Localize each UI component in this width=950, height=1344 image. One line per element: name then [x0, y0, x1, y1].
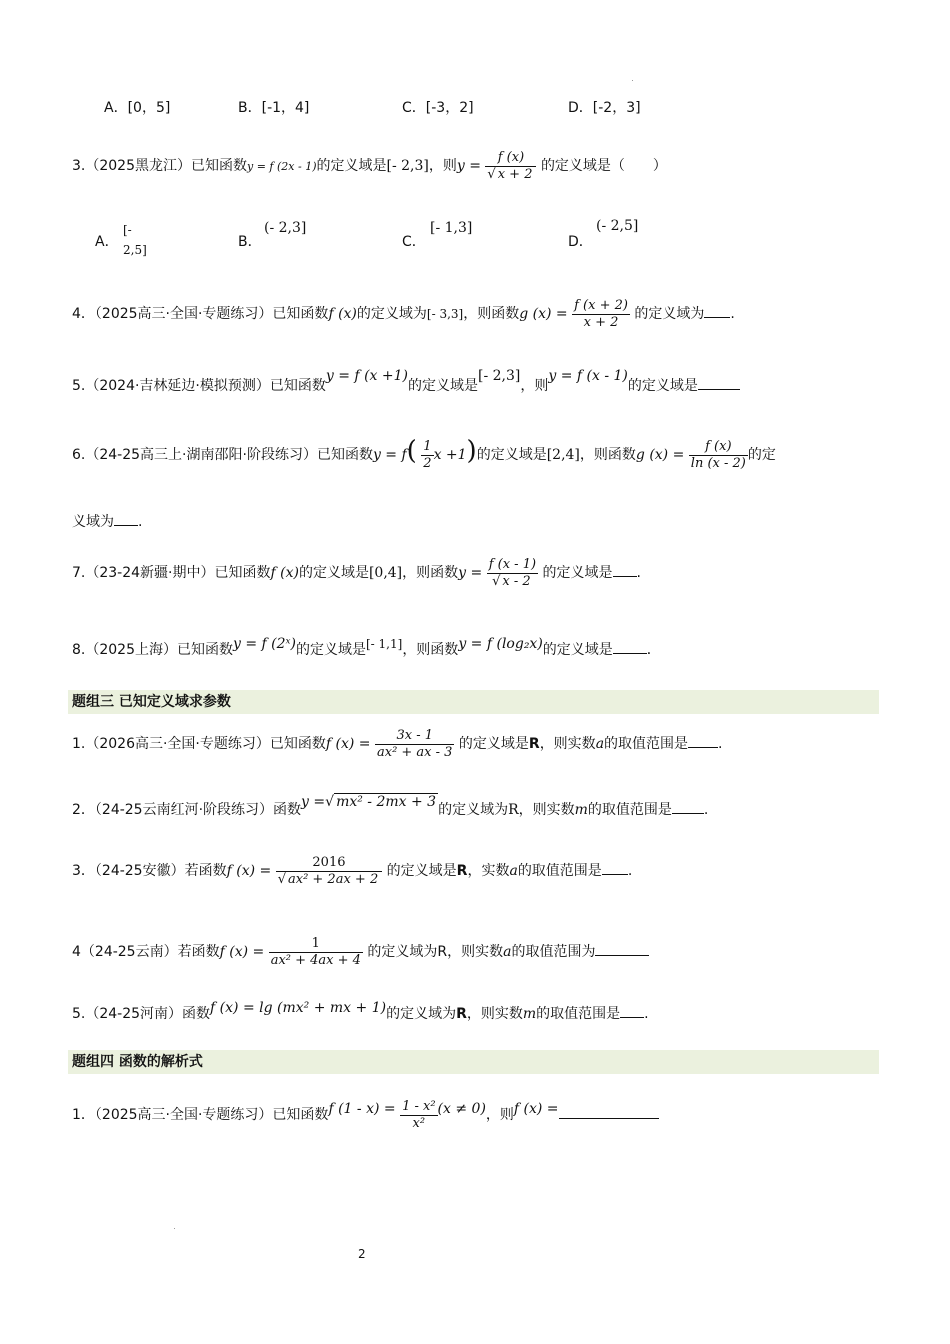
question-4: 4．（2025高三·全国·专题练习）已知函数f (x)的定义域为[- 3,3]，则函数g (x) = $\frac{f (x + 2)}{x + 2}$ 的定义域为 .: [72, 297, 735, 330]
q3-fraction: $\frac{f (x)}{√ x + 2}$: [485, 150, 536, 183]
question-6-cont: 义域为 .: [72, 514, 143, 530]
answer-blank[interactable]: [620, 1005, 644, 1018]
question-7: 7.（23-24新疆·期中）已知函数f (x)的定义域是[0,4]，则函数y = $\frac{f (x - 1)}{√ x - 2}$ 的定义域是 .: [72, 556, 641, 589]
q2-option-b: B．[-1，4]: [238, 100, 310, 116]
answer-blank[interactable]: [613, 641, 647, 654]
q2-option-c: C．[-3，2]: [402, 100, 474, 116]
q2-option-a: A．[0，5]: [104, 100, 171, 116]
question-8: 8.（2025上海）已知函数y = f (2ˣ)的定义域是[- 1,1]，则函数y = f (log₂x)的定义域是 ．: [72, 636, 661, 658]
scan-dot: [174, 1228, 175, 1229]
section-4-header: 题组四 函数的解析式: [68, 1050, 879, 1074]
section-3-question-4: 4（24-25云南）若函数f (x) = $\frac{1}{\text{ax² + 4ax + 4}}$ 的定义域为R，则实数a的取值范围为: [72, 930, 880, 974]
answer-blank[interactable]: [559, 1106, 659, 1119]
q6-fraction: $\frac{f (x)}{\ln (x - 2)}$: [690, 438, 746, 471]
q3-func: y = f (2x - 1): [247, 160, 317, 173]
section-4-question-1: 1．（2025高三·全国·专题练习）已知函数f (1 - x) = $\frac{\text{1 - x²}}{\text{x²}}$ (x ≠ 0)，则f (x) =: [72, 1090, 880, 1140]
answer-blank[interactable]: [114, 513, 138, 526]
q2-option-d: D．[-2，3]: [568, 100, 641, 116]
answer-blank[interactable]: [595, 943, 649, 956]
q7-fraction: $\frac{f (x - 1)}{√ x - 2}$: [488, 556, 537, 589]
section-3-question-1: 1.（2026高三·全国·专题练习）已知函数f (x) = $\frac{3x - 1}{\text{ax² + ax - 3}}$ 的定义域是R，则实数a的取值范围是 .: [72, 727, 723, 760]
section-3-question-3: 3．（24-25安徽）若函数f (x) = $\frac{2016}{\text{√ ax² + 2ax + 2}}$ 的定义域是R，实数a的取值范围是 .: [72, 854, 633, 887]
question-6: 6.（24-25高三上·湖南邵阳·阶段练习）已知函数y = f( $\frac{1}{2}$ x +1)的定义域是[2,4]，则函数g (x) = $\frac{f (x)}{\ln (x - 2)}$ 的定: [72, 436, 776, 471]
answer-blank[interactable]: [698, 377, 740, 390]
answer-blank[interactable]: [704, 305, 730, 318]
answer-blank[interactable]: [688, 735, 718, 748]
question-3: 3.（2025黑龙江）已知函数y = f (2x - 1)的定义域是[- 2,3]，则y = $\frac{f (x)}{√ x + 2}$ 的定义域是（ ）: [72, 149, 667, 182]
answer-blank[interactable]: [613, 564, 637, 577]
q4-fraction: $\frac{f (x + 2)}{x + 2}$: [574, 297, 628, 330]
page-number: 2: [358, 1247, 366, 1261]
q3-domain: [- 2,3]: [386, 158, 429, 174]
answer-blank[interactable]: [672, 801, 704, 814]
scan-dot: [632, 80, 633, 81]
section-3-question-5: 5.（24-25河南）函数f (x) = lg (mx² + mx + 1)的定义域为R，则实数m的取值范围是 .: [72, 1000, 649, 1022]
answer-blank[interactable]: [602, 862, 628, 875]
section-3-question-2: 2．（24-25云南红河·阶段练习）函数y =√ mx² - 2mx + 3 的定义域为R，则实数m的取值范围是 .: [72, 794, 709, 818]
question-5: 5.（2024·吉林延边·模拟预测）已知函数y = f (x +1)的定义域是[- 2,3]，则y = f (x - 1)的定义域是: [72, 366, 880, 406]
section-3-header: 题组三 已知定义域求参数: [68, 690, 879, 714]
